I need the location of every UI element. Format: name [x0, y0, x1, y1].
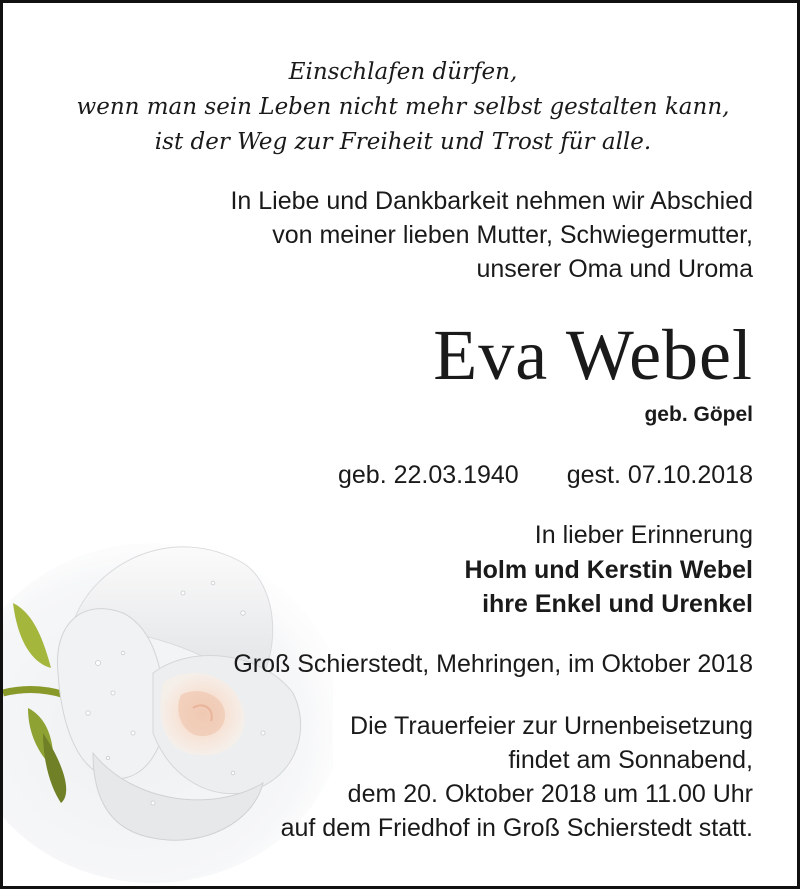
funeral-line: auf dem Friedhof in Groß Schierstedt statt. — [280, 814, 753, 842]
intro-line: In Liebe und Dankbarkeit nehmen wir Abschied — [230, 187, 753, 215]
poem-line: ist der Weg zur Freiheit und Trost für alle. — [154, 129, 652, 155]
remembrance-heading: In lieber Erinnerung — [534, 521, 753, 549]
intro-line: von meiner lieben Mutter, Schwiegermutter, — [272, 221, 753, 249]
mourners-list — [465, 553, 753, 621]
poem-line: wenn man sein Leben nicht mehr selbst gestalten kann, — [76, 94, 730, 120]
funeral-line: Die Trauerfeier zur Urnenbeisetzung — [350, 712, 753, 740]
funeral-line: dem 20. Oktober 2018 um 11.00 Uhr — [347, 780, 753, 808]
mourner-name: ihre Enkel und Urenkel — [482, 590, 753, 618]
intro-text — [230, 184, 753, 286]
place-and-date: Groß Schierstedt, Mehringen, im Oktober 2018 — [233, 650, 753, 678]
maiden-name: geb. Göpel — [644, 403, 753, 426]
life-dates — [338, 458, 753, 492]
poem-line: Einschlafen dürfen, — [288, 59, 518, 85]
funeral-line: findet am Sonnabend, — [508, 746, 753, 774]
deceased-name: Eva Webel — [433, 315, 753, 395]
mourner-name: Holm und Kerstin Webel — [464, 556, 753, 584]
funeral-details — [281, 709, 753, 845]
poem — [63, 55, 743, 160]
death-date: gest. 07.10.2018 — [566, 461, 753, 489]
intro-line: unserer Oma und Uroma — [476, 255, 753, 283]
birth-date: geb. 22.03.1940 — [337, 461, 519, 489]
